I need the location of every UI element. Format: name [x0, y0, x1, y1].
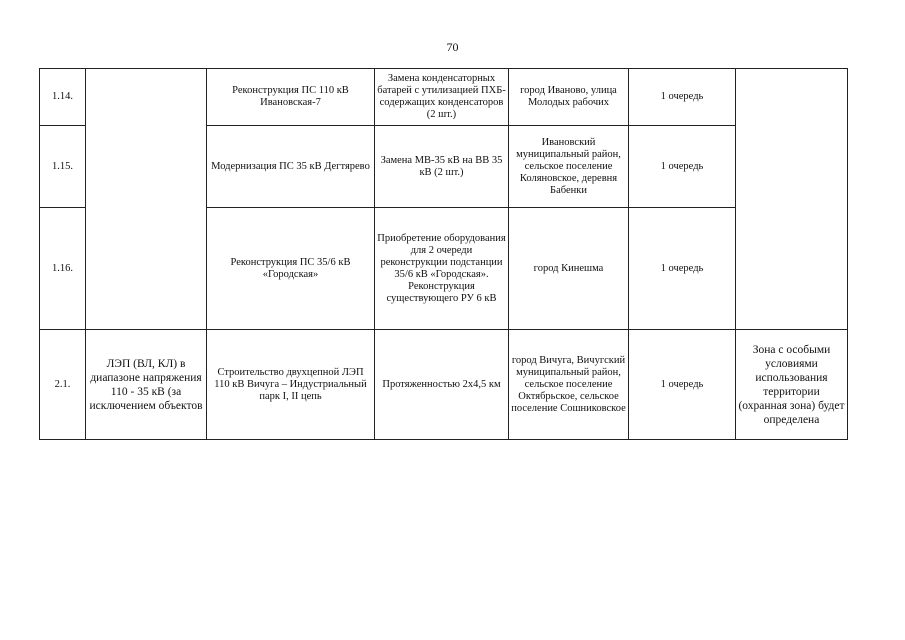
page-number: 70	[446, 40, 459, 54]
object-name: Модернизация ПС 35 кВ Дегтярево	[207, 126, 375, 208]
object-stage: 1 очередь	[629, 69, 736, 126]
object-location: город Вичуга, Вичугский муниципальный район, сельское поселение Октябрьское, сельское поселение Сошниковское	[509, 330, 629, 440]
object-zone: Зона с особыми условиями использования территории (охранная зона) будет определена	[736, 330, 848, 440]
object-location: Ивановский муниципальный район, сельское поселение Коляновское, деревня Бабенки	[509, 126, 629, 208]
category-cell-empty	[86, 69, 207, 330]
object-description: Приобретение оборудования для 2 очереди реконструкции подстанции 35/6 кВ «Городская». Реконструкция существующего РУ 6 кВ	[375, 208, 509, 330]
zone-cell-empty	[736, 69, 848, 330]
table-row	[40, 330, 848, 440]
object-stage: 1 очередь	[629, 330, 736, 440]
object-name: Строительство двухцепной ЛЭП 110 кВ Вичуга – Индустриальный парк I, II цепь	[207, 330, 375, 440]
document-table	[39, 68, 848, 440]
object-name: Реконструкция ПС 110 кВ Ивановская-7	[207, 69, 375, 126]
object-stage: 1 очередь	[629, 208, 736, 330]
row-number: 2.1.	[40, 330, 86, 440]
object-location: город Кинешма	[509, 208, 629, 330]
row-number: 1.14.	[40, 69, 86, 126]
row-number: 1.15.	[40, 126, 86, 208]
object-stage: 1 очередь	[629, 126, 736, 208]
object-category: ЛЭП (ВЛ, КЛ) в диапазоне напряжения 110 - 35 кВ (за исключением объектов	[86, 330, 207, 440]
object-description: Замена конденсаторных батарей с утилизацией ПХБ-содержащих конденсаторов (2 шт.)	[375, 69, 509, 126]
object-location: город Иваново, улица Молодых рабочих	[509, 69, 629, 126]
row-number: 1.16.	[40, 208, 86, 330]
object-description: Замена МВ-35 кВ на ВВ 35 кВ (2 шт.)	[375, 126, 509, 208]
table-row	[40, 69, 848, 126]
object-description: Протяженностью 2х4,5 км	[375, 330, 509, 440]
object-name: Реконструкция ПС 35/6 кВ «Городская»	[207, 208, 375, 330]
